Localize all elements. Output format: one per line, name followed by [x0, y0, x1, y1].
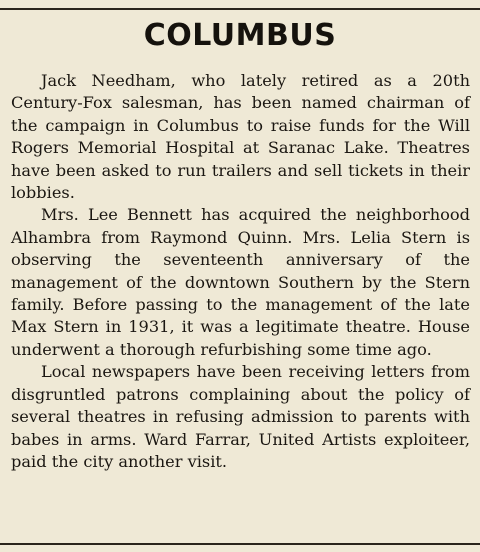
top-rule [0, 8, 480, 10]
article-body [11, 70, 470, 473]
bottom-rule [0, 543, 480, 545]
article-paragraph-1: Jack Needham, who lately retired as a 20th Century-Fox salesman, has been named chairman of the campaign in Columbus to raise funds for the Will Rogers Memorial Hospital at Saranac Lake. Theatres have been asked to run trailers and sell tickets in their lobbies. [11, 71, 470, 203]
article-headline: COLUMBUS [143, 18, 337, 53]
article-paragraph-2: Mrs. Lee Bennett has acquired the neighborhood Alhambra from Raymond Quinn. Mrs. Lelia Stern is observing the seventeenth anniversary of the management of the downtown Southern by the Stern family. Before passing to the management of the late Max Stern in 1931, it was a legitimate theatre. House underwent a thorough refurbishing some time ago. [11, 205, 470, 359]
article-paragraph-3: Local newspapers have been receiving letters from disgruntled patrons complaining about the policy of several theatres in refusing admission to parents with babes in arms. Ward Farrar, United Artists exploiteer, paid the city another visit. [11, 362, 470, 471]
